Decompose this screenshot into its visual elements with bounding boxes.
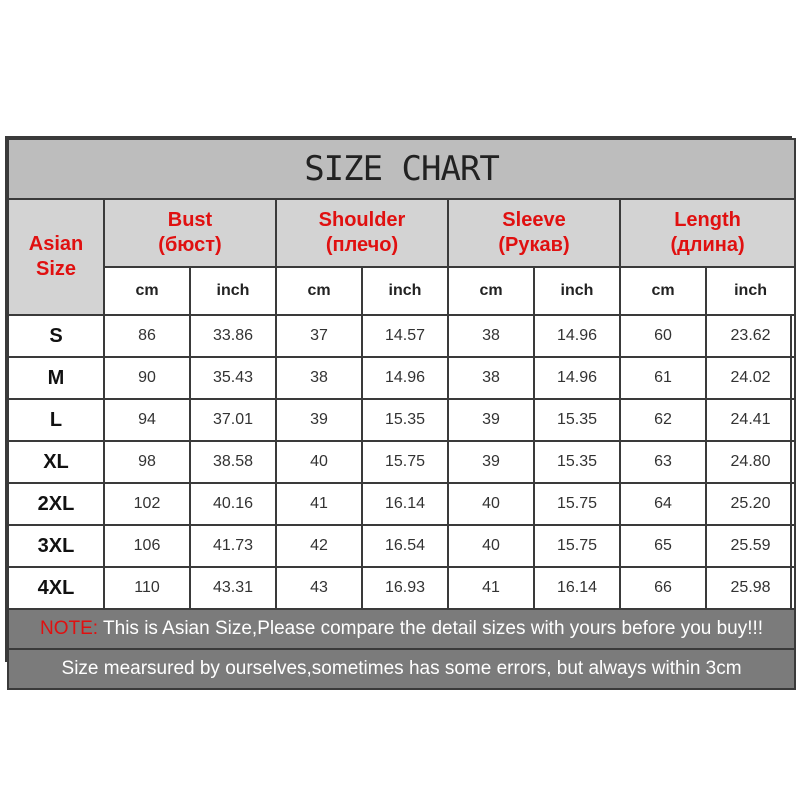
sleeve-translation: (Рукав) (498, 234, 570, 256)
size-chart-table (7, 138, 796, 690)
sleeve-inch: 14.96 (534, 357, 620, 399)
shoulder-label: Shoulder (318, 209, 406, 231)
shoulder-header (276, 199, 448, 267)
unit-inch: inch (190, 267, 276, 315)
shoulder-inch: 14.57 (362, 315, 448, 357)
bust-inch: 38.58 (190, 441, 276, 483)
size-label: XL (8, 441, 104, 483)
bust-inch: 33.86 (190, 315, 276, 357)
bust-inch: 40.16 (190, 483, 276, 525)
bust-cm: 94 (104, 399, 190, 441)
length-inch: 25.98 (706, 567, 795, 609)
length-cm: 63 (620, 441, 706, 483)
length-cm: 66 (620, 567, 706, 609)
sleeve-cm: 38 (448, 357, 534, 399)
note-row-2 (8, 649, 795, 689)
length-label: Length (674, 209, 741, 231)
note-label: NOTE: (40, 618, 99, 639)
unit-inch: inch (706, 267, 795, 315)
shoulder-cm: 43 (276, 567, 362, 609)
length-cm: 65 (620, 525, 706, 567)
sleeve-cm: 39 (448, 399, 534, 441)
shoulder-inch: 16.14 (362, 483, 448, 525)
sleeve-inch: 15.75 (534, 483, 620, 525)
sleeve-inch: 15.35 (534, 399, 620, 441)
sleeve-inch: 15.35 (534, 441, 620, 483)
sleeve-cm: 38 (448, 315, 534, 357)
unit-cm: cm (104, 267, 190, 315)
length-header (620, 199, 795, 267)
bust-inch: 37.01 (190, 399, 276, 441)
table-row (8, 357, 795, 399)
sleeve-header (448, 199, 620, 267)
bust-cm: 110 (104, 567, 190, 609)
size-label: S (8, 315, 104, 357)
sleeve-cm: 40 (448, 525, 534, 567)
unit-cm: cm (276, 267, 362, 315)
note-text: This is Asian Size,Please compare the detail sizes with yours before you buy!!! (98, 618, 764, 639)
bust-inch: 43.31 (190, 567, 276, 609)
shoulder-translation: (плечо) (325, 234, 399, 256)
shoulder-cm: 42 (276, 525, 362, 567)
sleeve-cm: 41 (448, 567, 534, 609)
unit-inch: inch (362, 267, 448, 315)
table-row (8, 441, 795, 483)
table-row (8, 315, 795, 357)
sleeve-inch: 16.14 (534, 567, 620, 609)
unit-inch: inch (534, 267, 620, 315)
shoulder-inch: 15.35 (362, 399, 448, 441)
length-inch: 24.02 (706, 357, 795, 399)
length-cm: 60 (620, 315, 706, 357)
table-row (8, 525, 795, 567)
shoulder-inch: 16.54 (362, 525, 448, 567)
bust-cm: 106 (104, 525, 190, 567)
length-cm: 61 (620, 357, 706, 399)
asian-size-header-line1: Asian (28, 233, 84, 255)
table-row (8, 399, 795, 441)
unit-cm: cm (620, 267, 706, 315)
size-label: 3XL (8, 525, 104, 567)
asian-size-header (8, 199, 104, 315)
length-inch: 25.20 (706, 483, 795, 525)
shoulder-cm: 39 (276, 399, 362, 441)
shoulder-cm: 37 (276, 315, 362, 357)
length-inch: 24.41 (706, 399, 795, 441)
length-inch: 24.80 (706, 441, 795, 483)
size-label: L (8, 399, 104, 441)
shoulder-cm: 40 (276, 441, 362, 483)
measurement-header-row (8, 199, 795, 267)
size-chart (5, 136, 792, 679)
length-translation: (длина) (670, 234, 745, 256)
chart-title: SIZE CHART (8, 139, 795, 199)
unit-header-row (8, 267, 795, 315)
title-row (8, 139, 795, 199)
sleeve-label: Sleeve (502, 209, 566, 231)
bust-cm: 102 (104, 483, 190, 525)
note-row (8, 609, 795, 649)
table-row (8, 483, 795, 525)
note-line-2: Size mearsured by ourselves,sometimes has some errors, but always within 3cm (8, 649, 795, 689)
shoulder-cm: 41 (276, 483, 362, 525)
shoulder-inch: 15.75 (362, 441, 448, 483)
shoulder-cm: 38 (276, 357, 362, 399)
unit-cm: cm (448, 267, 534, 315)
length-cm: 62 (620, 399, 706, 441)
bust-inch: 41.73 (190, 525, 276, 567)
sleeve-inch: 15.75 (534, 525, 620, 567)
length-inch: 23.62 (706, 315, 795, 357)
size-label: M (8, 357, 104, 399)
bust-cm: 98 (104, 441, 190, 483)
bust-label: Bust (167, 209, 213, 231)
sleeve-cm: 39 (448, 441, 534, 483)
asian-size-header-line2: Size (35, 258, 77, 280)
bust-inch: 35.43 (190, 357, 276, 399)
note-line-1 (8, 609, 795, 649)
sleeve-inch: 14.96 (534, 315, 620, 357)
shoulder-inch: 16.93 (362, 567, 448, 609)
length-cm: 64 (620, 483, 706, 525)
size-label: 4XL (8, 567, 104, 609)
size-label: 2XL (8, 483, 104, 525)
bust-header (104, 199, 276, 267)
sleeve-cm: 40 (448, 483, 534, 525)
bust-translation: (бюст) (158, 234, 222, 256)
bust-cm: 90 (104, 357, 190, 399)
bust-cm: 86 (104, 315, 190, 357)
shoulder-inch: 14.96 (362, 357, 448, 399)
length-inch: 25.59 (706, 525, 795, 567)
table-row (8, 567, 795, 609)
